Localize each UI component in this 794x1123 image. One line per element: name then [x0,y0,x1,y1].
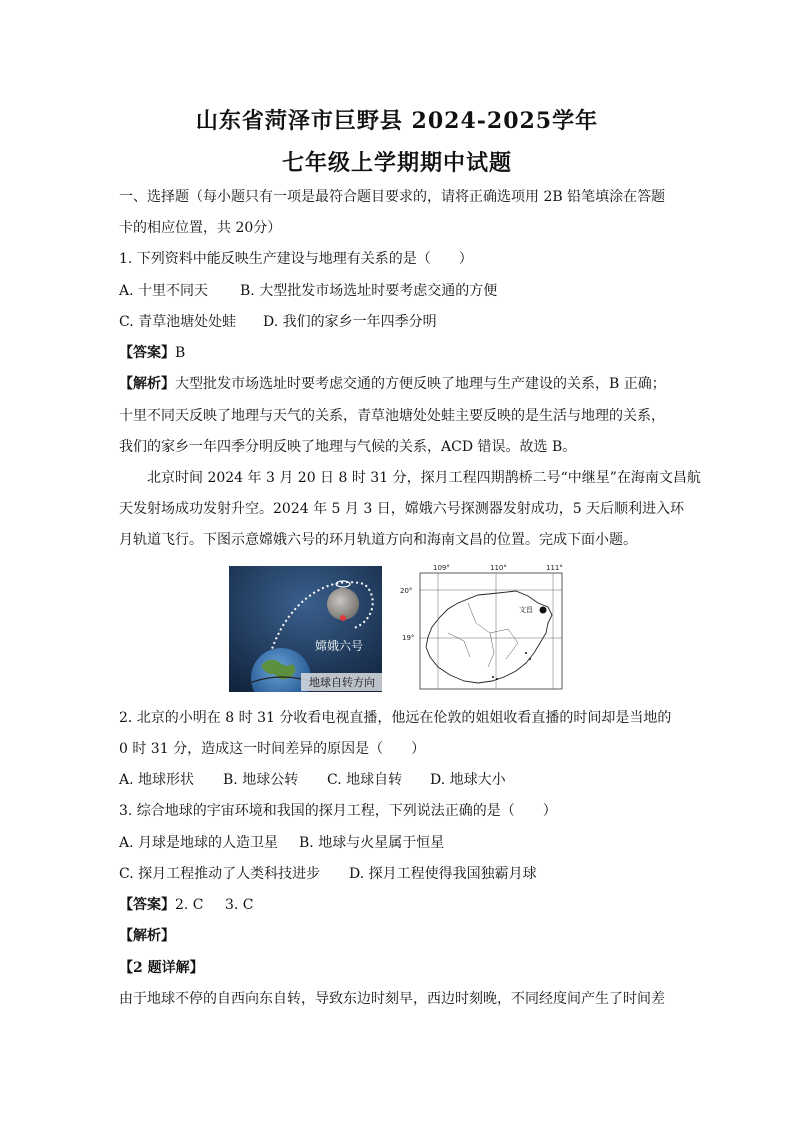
island-dot [496,678,498,680]
q2-option-b: B. 地球公转 [223,772,299,788]
answer-label: 【答案】 [119,897,175,913]
q1-option-a: A. 十里不同天 [119,283,209,299]
question-1-analysis-line2: 十里不同天反映了地理与天气的关系，青草池塘处处蛙主要反映的是生活与地理的关系， [119,408,665,424]
section-heading-line2: 卡的相应位置，共 20分） [119,220,282,236]
wenchang-marker-icon [540,607,547,614]
probe-label: 嫦娥六号 [314,639,364,653]
document-title-line2: 七年级上学期期中试题 [281,150,512,176]
q1-option-c: C. 青草池塘处处蛙 [119,314,237,330]
question-2-stem-line2: 0 时 31 分，造成这一时间差异的原因是（ ） [119,741,426,757]
question-1-answer [119,342,185,362]
map-frame [420,573,562,689]
document-title-line1: 山东省菏泽市巨野县 2024-2025学年 [195,108,599,134]
longitude-label-109: 109° [433,564,450,572]
island-dot [492,676,494,678]
county-boundaries [448,603,518,667]
q1-option-b: B. 大型批发市场选址时要考虑交通的方便 [240,283,498,299]
q1-option-d: D. 我们的家乡一年四季分明 [263,314,437,330]
answer-label: 【答案】 [119,345,175,361]
latitude-label-20: 20° [400,587,413,595]
passage-line1: 北京时间 2024 年 3 月 20 日 8 时 31 分，探月工程四期鹊桥二号“中继星”在海南文昌航 [147,470,701,486]
question-1-options-row2 [119,311,437,331]
question-2-detail-heading: 【2 题详解】 [119,960,204,976]
question-1-analysis-line3: 我们的家乡一年四季分明反映了地理与气候的关系，ACD 错误。故选 B。 [119,439,577,455]
passage-line2: 天发射场成功发射升空。2024 年 5 月 3 日，嫦娥六号探测器发射成功，5 天后顺利进入环 [119,501,685,517]
q3-option-c: C. 探月工程推动了人类科技进步 [119,866,321,882]
q2-option-a: A. 地球形状 [119,772,195,788]
question-3-stem: 3. 综合地球的宇宙环境和我国的探月工程，下列说法正确的是（ ） [119,803,557,819]
longitude-label-111: 111° [546,564,563,572]
rotation-label: 地球自转方向 [309,676,375,689]
q3-option-b: B. 地球与火星属于恒星 [299,835,445,851]
orbit-illustration-svg [229,566,382,692]
answers-line [119,894,254,914]
island-dot [525,652,527,654]
q3-option-d: D. 探月工程使得我国独霸月球 [349,866,537,882]
wenchang-label: 文昌 [519,606,533,614]
q2-option-c: C. 地球自转 [327,772,403,788]
question-1-stem: 1. 下列资料中能反映生产建设与地理有关系的是（ ） [119,251,473,267]
hainan-outline [426,591,552,683]
section-heading-line1: 一、选择题（每小题只有一项是最符合题目要求的，请将正确选项用 2B 铅笔填涂在答题 [119,189,666,205]
figure-orbit-illustration [229,566,382,692]
probe-marker-icon [340,615,346,621]
longitude-label-110: 110° [490,564,507,572]
answer-q3: 3. C [225,897,254,913]
analysis-heading: 【解析】 [119,928,175,944]
analysis-text: 大型批发市场选址时要考虑交通的方便反映了地理与生产建设的关系，B 正确； [175,376,666,392]
passage-line3: 月轨道飞行。下图示意嫦娥六号的环月轨道方向和海南文昌的位置。完成下面小题。 [119,532,637,548]
question-1-options-row1 [119,280,497,300]
question-3-options-row1 [119,832,444,852]
latitude-label-19: 19° [402,634,415,642]
answer-q2: 2. C [175,897,204,913]
question-2-options [119,769,506,789]
question-1-analysis-line1 [119,373,666,393]
analysis-label: 【解析】 [119,376,175,392]
q3-option-a: A. 月球是地球的人造卫星 [119,835,279,851]
question-2-detail-text: 由于地球不停的自西向东自转，导致东边时刻早，西边时刻晚，不同经度间产生了时间差 [119,991,665,1007]
hainan-map-svg [398,563,570,691]
question-2-stem-line1: 2. 北京的小明在 8 时 31 分收看电视直播，他远在伦敦的姐姐收看直播的时间却是当地的 [119,710,672,726]
answer-value: B [175,345,186,361]
question-3-options-row2 [119,863,537,883]
q2-option-d: D. 地球大小 [430,772,506,788]
island-dot [529,658,531,660]
figure-hainan-map [398,563,570,691]
